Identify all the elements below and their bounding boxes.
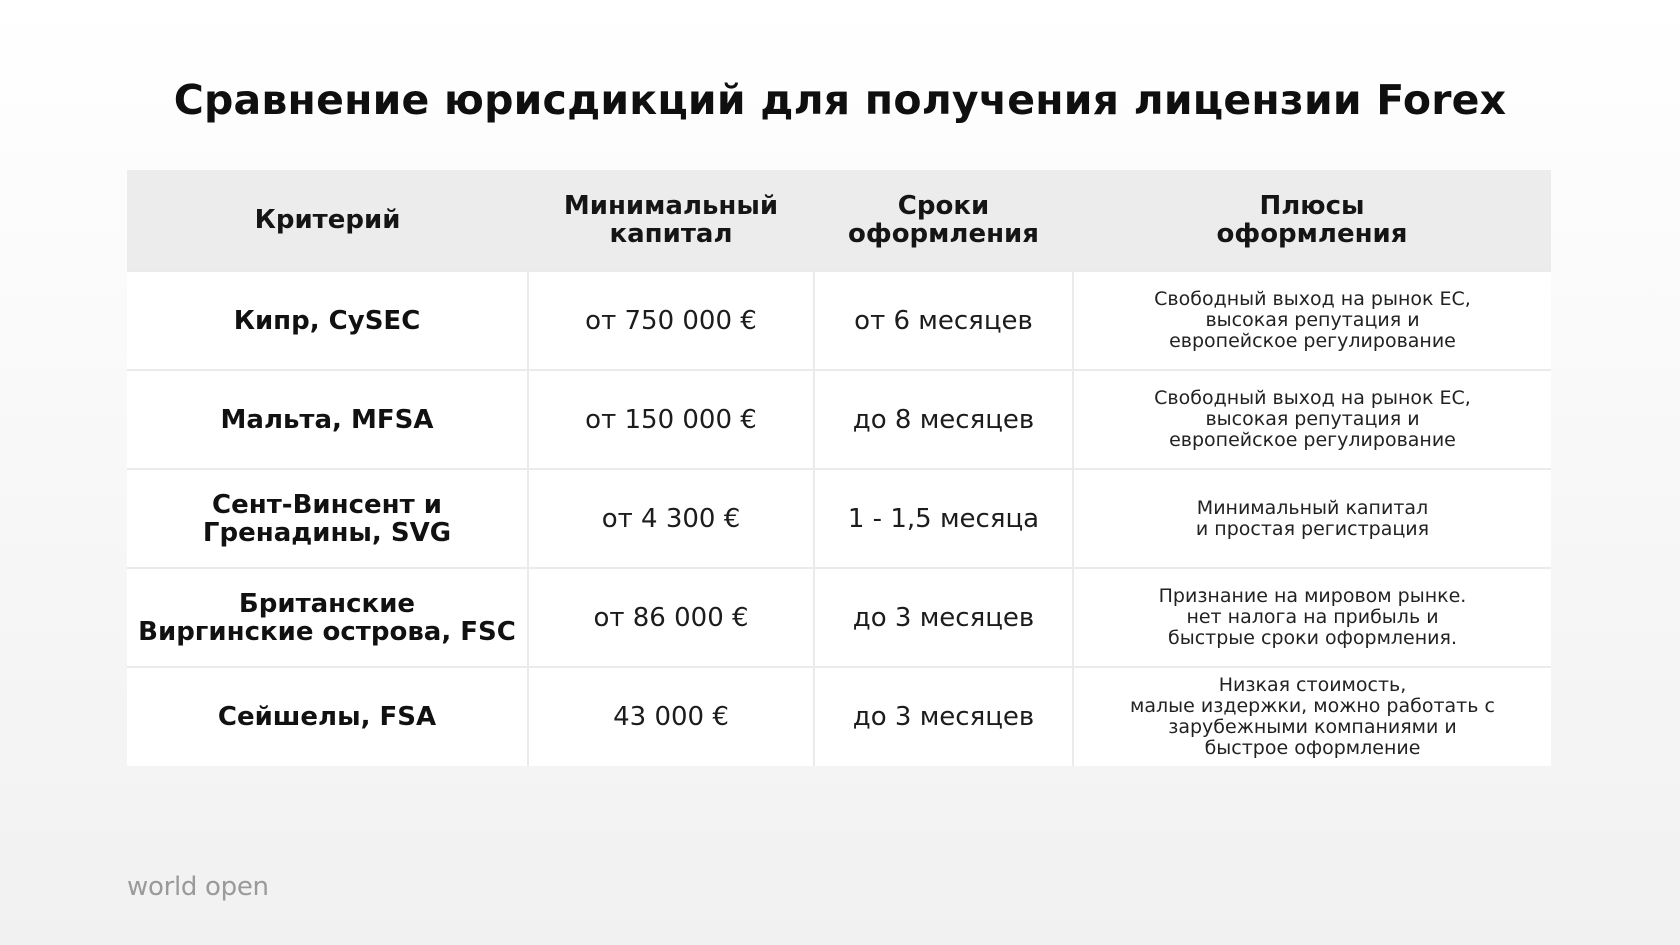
jurisdiction-cell: Мальта, MFSA (127, 370, 528, 469)
header-min-capital: Минимальный капитал (528, 170, 814, 271)
table-row (127, 469, 1551, 568)
comparison-table (127, 170, 1551, 766)
pluses-cell: Признание на мировом рынке. нет налога на прибыль и быстрые сроки оформления. (1073, 568, 1551, 667)
table-row (127, 568, 1551, 667)
capital-cell: от 86 000 € (528, 568, 814, 667)
term-cell: до 3 месяцев (814, 667, 1073, 766)
capital-cell: от 4 300 € (528, 469, 814, 568)
pluses-cell: Свободный выход на рынок ЕС, высокая репутация и европейское регулирование (1073, 271, 1551, 370)
capital-cell: от 750 000 € (528, 271, 814, 370)
page-title: Сравнение юрисдикций для получения лицензии Forex (173, 76, 1507, 124)
table-header-row (127, 170, 1551, 271)
table-row (127, 370, 1551, 469)
header-criterion: Критерий (127, 170, 528, 271)
capital-cell: 43 000 € (528, 667, 814, 766)
term-cell: до 8 месяцев (814, 370, 1073, 469)
jurisdiction-cell: Кипр, CySEC (127, 271, 528, 370)
jurisdiction-cell: Британские Виргинские острова, FSC (127, 568, 528, 667)
pluses-cell: Свободный выход на рынок ЕС, высокая репутация и европейское регулирование (1073, 370, 1551, 469)
term-cell: от 6 месяцев (814, 271, 1073, 370)
header-term: Сроки оформления (814, 170, 1073, 271)
jurisdiction-cell: Сент-Винсент и Гренадины, SVG (127, 469, 528, 568)
pluses-cell: Минимальный капитал и простая регистрация (1073, 469, 1551, 568)
term-cell: до 3 месяцев (814, 568, 1073, 667)
capital-cell: от 150 000 € (528, 370, 814, 469)
table-row (127, 271, 1551, 370)
jurisdiction-cell: Сейшелы, FSA (127, 667, 528, 766)
brand-logo-text: world open (127, 872, 269, 902)
header-pluses: Плюсы оформления (1073, 170, 1551, 271)
term-cell: 1 - 1,5 месяца (814, 469, 1073, 568)
table-row (127, 667, 1551, 766)
pluses-cell: Низкая стоимость, малые издержки, можно работать с зарубежными компаниями и быстрое оформление (1073, 667, 1551, 766)
